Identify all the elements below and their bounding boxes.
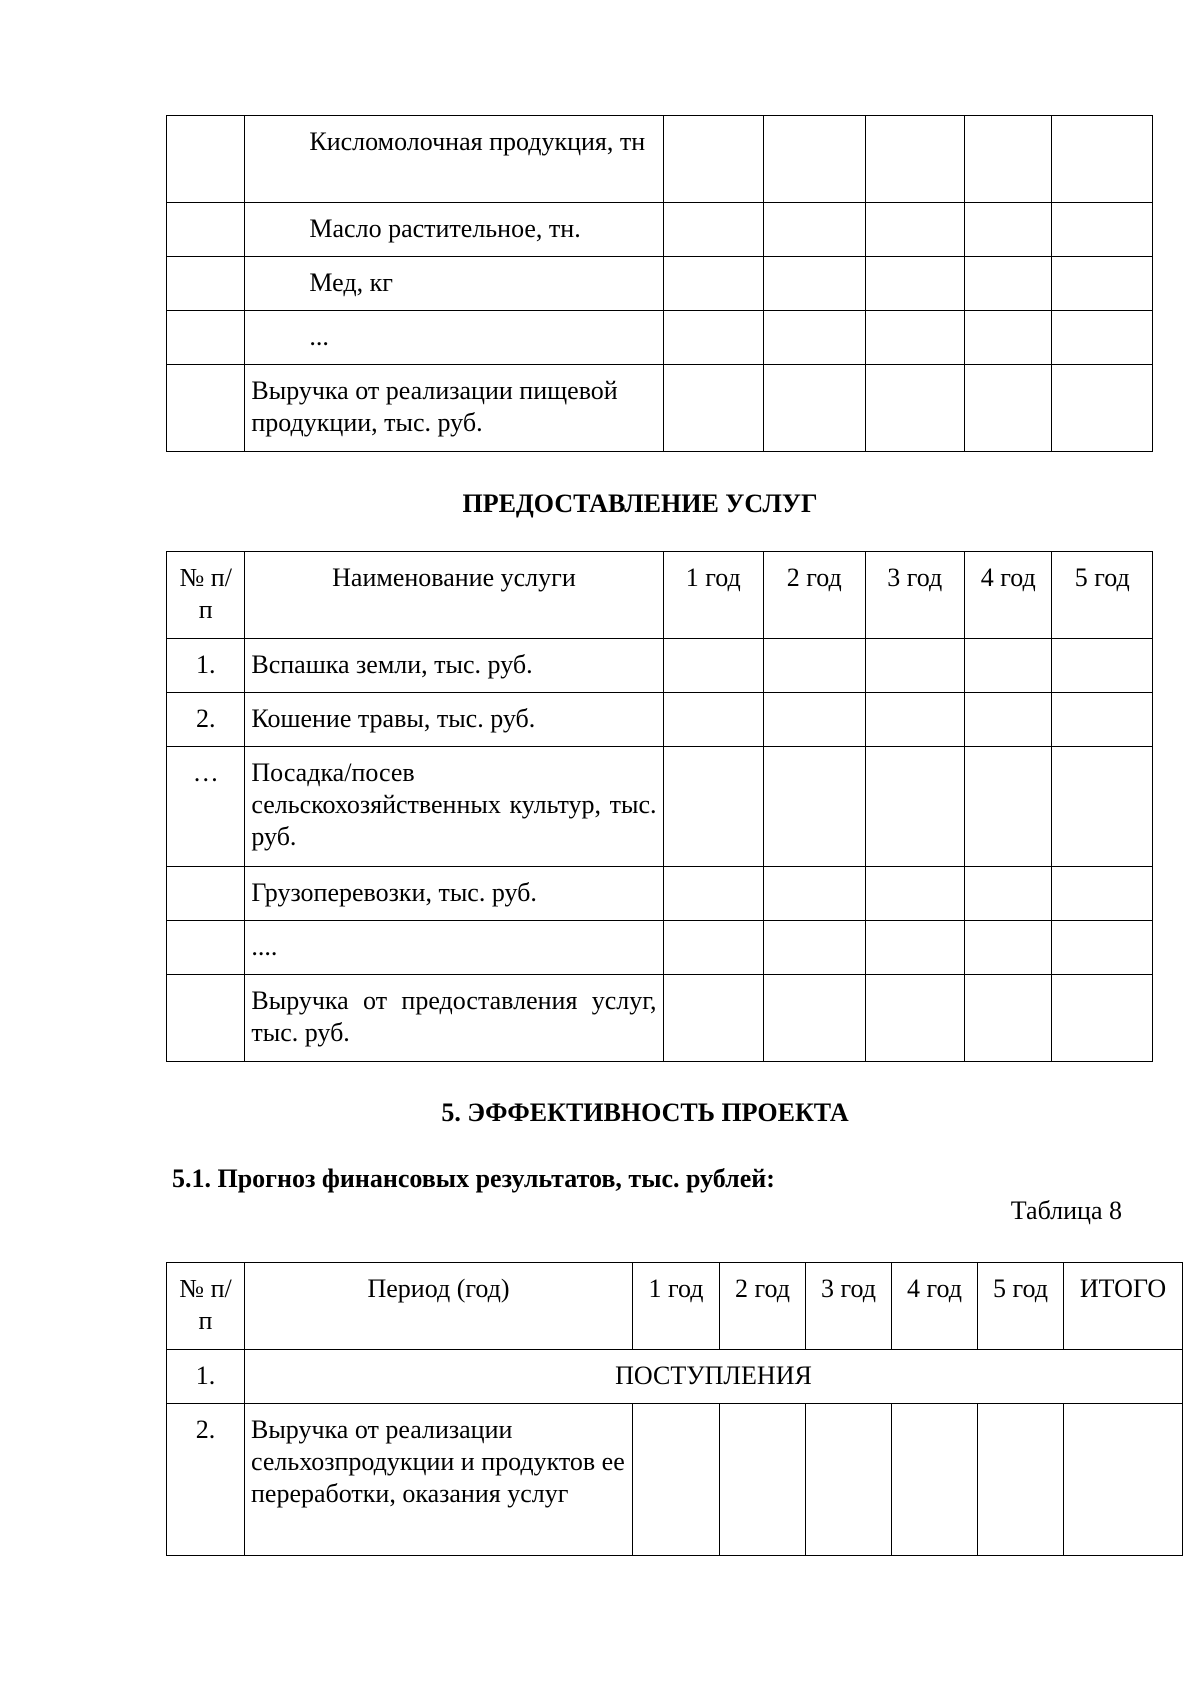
column-header-year: 4 год bbox=[892, 1263, 978, 1350]
table-row bbox=[167, 975, 1153, 1062]
row-number: 1. bbox=[167, 639, 245, 693]
row-number: 2. bbox=[167, 1404, 245, 1556]
row-label: Вспашка земли, тыс. руб. bbox=[245, 639, 663, 693]
row-number: 1. bbox=[167, 1350, 245, 1404]
column-header-num: № п/п bbox=[167, 1263, 245, 1350]
row-number bbox=[167, 921, 245, 975]
column-header-year: 3 год bbox=[806, 1263, 892, 1350]
services-table bbox=[166, 551, 1153, 1062]
column-header-total: ИТОГО bbox=[1064, 1263, 1183, 1350]
row-number: 2. bbox=[167, 693, 245, 747]
column-header-year: 2 год bbox=[764, 552, 866, 639]
subsection-heading: 5.1. Прогноз финансовых результатов, тыс. рублей: bbox=[172, 1164, 775, 1193]
row-label: Грузоперевозки, тыс. руб. bbox=[245, 867, 663, 921]
table-label: Таблица 8 bbox=[1010, 1196, 1122, 1225]
table-header-row bbox=[167, 552, 1153, 639]
row-label: ... bbox=[245, 311, 663, 365]
column-header-year: 2 год bbox=[720, 1263, 806, 1350]
row-number bbox=[167, 975, 245, 1062]
table-row bbox=[167, 867, 1153, 921]
table-row bbox=[167, 693, 1153, 747]
row-label: Выручка от реализации сельхозпродукции и продуктов ее переработки, оказания услуг bbox=[245, 1404, 633, 1556]
financial-forecast-table bbox=[166, 1262, 1183, 1556]
column-header-year: 1 год bbox=[663, 552, 764, 639]
row-label: ПОСТУПЛЕНИЯ bbox=[245, 1350, 1183, 1404]
section-heading: 5. ЭФФЕКТИВНОСТЬ ПРОЕКТА bbox=[441, 1098, 849, 1127]
table-row bbox=[167, 1404, 1183, 1556]
row-label: Кисломолочная продукция, тн bbox=[245, 116, 663, 203]
column-header-year: 5 год bbox=[1052, 552, 1153, 639]
column-header-name: Наименование услуги bbox=[245, 552, 663, 639]
table-row bbox=[167, 257, 1153, 311]
row-label: Выручка от предоставления услуг, тыс. руб. bbox=[245, 975, 663, 1062]
column-header-year: 1 год bbox=[633, 1263, 720, 1350]
row-number: … bbox=[167, 747, 245, 867]
column-header-year: 3 год bbox=[865, 552, 965, 639]
column-header-year: 5 год bbox=[978, 1263, 1064, 1350]
column-header-year: 4 год bbox=[965, 552, 1052, 639]
row-label: Выручка от реализации пищевой продукции, тыс. руб. bbox=[245, 365, 663, 452]
table-header-row bbox=[167, 1263, 1183, 1350]
table-row bbox=[167, 311, 1153, 365]
row-label: Мед, кг bbox=[245, 257, 663, 311]
column-header-num: № п/п bbox=[167, 552, 245, 639]
table-row bbox=[167, 747, 1153, 867]
row-number bbox=[167, 867, 245, 921]
column-header-period: Период (год) bbox=[245, 1263, 633, 1350]
row-label: Масло растительное, тн. bbox=[245, 203, 663, 257]
services-heading: ПРЕДОСТАВЛЕНИЕ УСЛУГ bbox=[462, 489, 818, 518]
table-row bbox=[167, 1350, 1183, 1404]
table-row bbox=[167, 365, 1153, 452]
table-row bbox=[167, 116, 1153, 203]
table-row bbox=[167, 921, 1153, 975]
food-products-table bbox=[166, 115, 1153, 452]
row-label: .... bbox=[245, 921, 663, 975]
row-label: Посадка/посев сельскохозяйственных культур, тыс. руб. bbox=[245, 747, 663, 867]
row-label: Кошение травы, тыс. руб. bbox=[245, 693, 663, 747]
table-row bbox=[167, 203, 1153, 257]
table-row bbox=[167, 639, 1153, 693]
